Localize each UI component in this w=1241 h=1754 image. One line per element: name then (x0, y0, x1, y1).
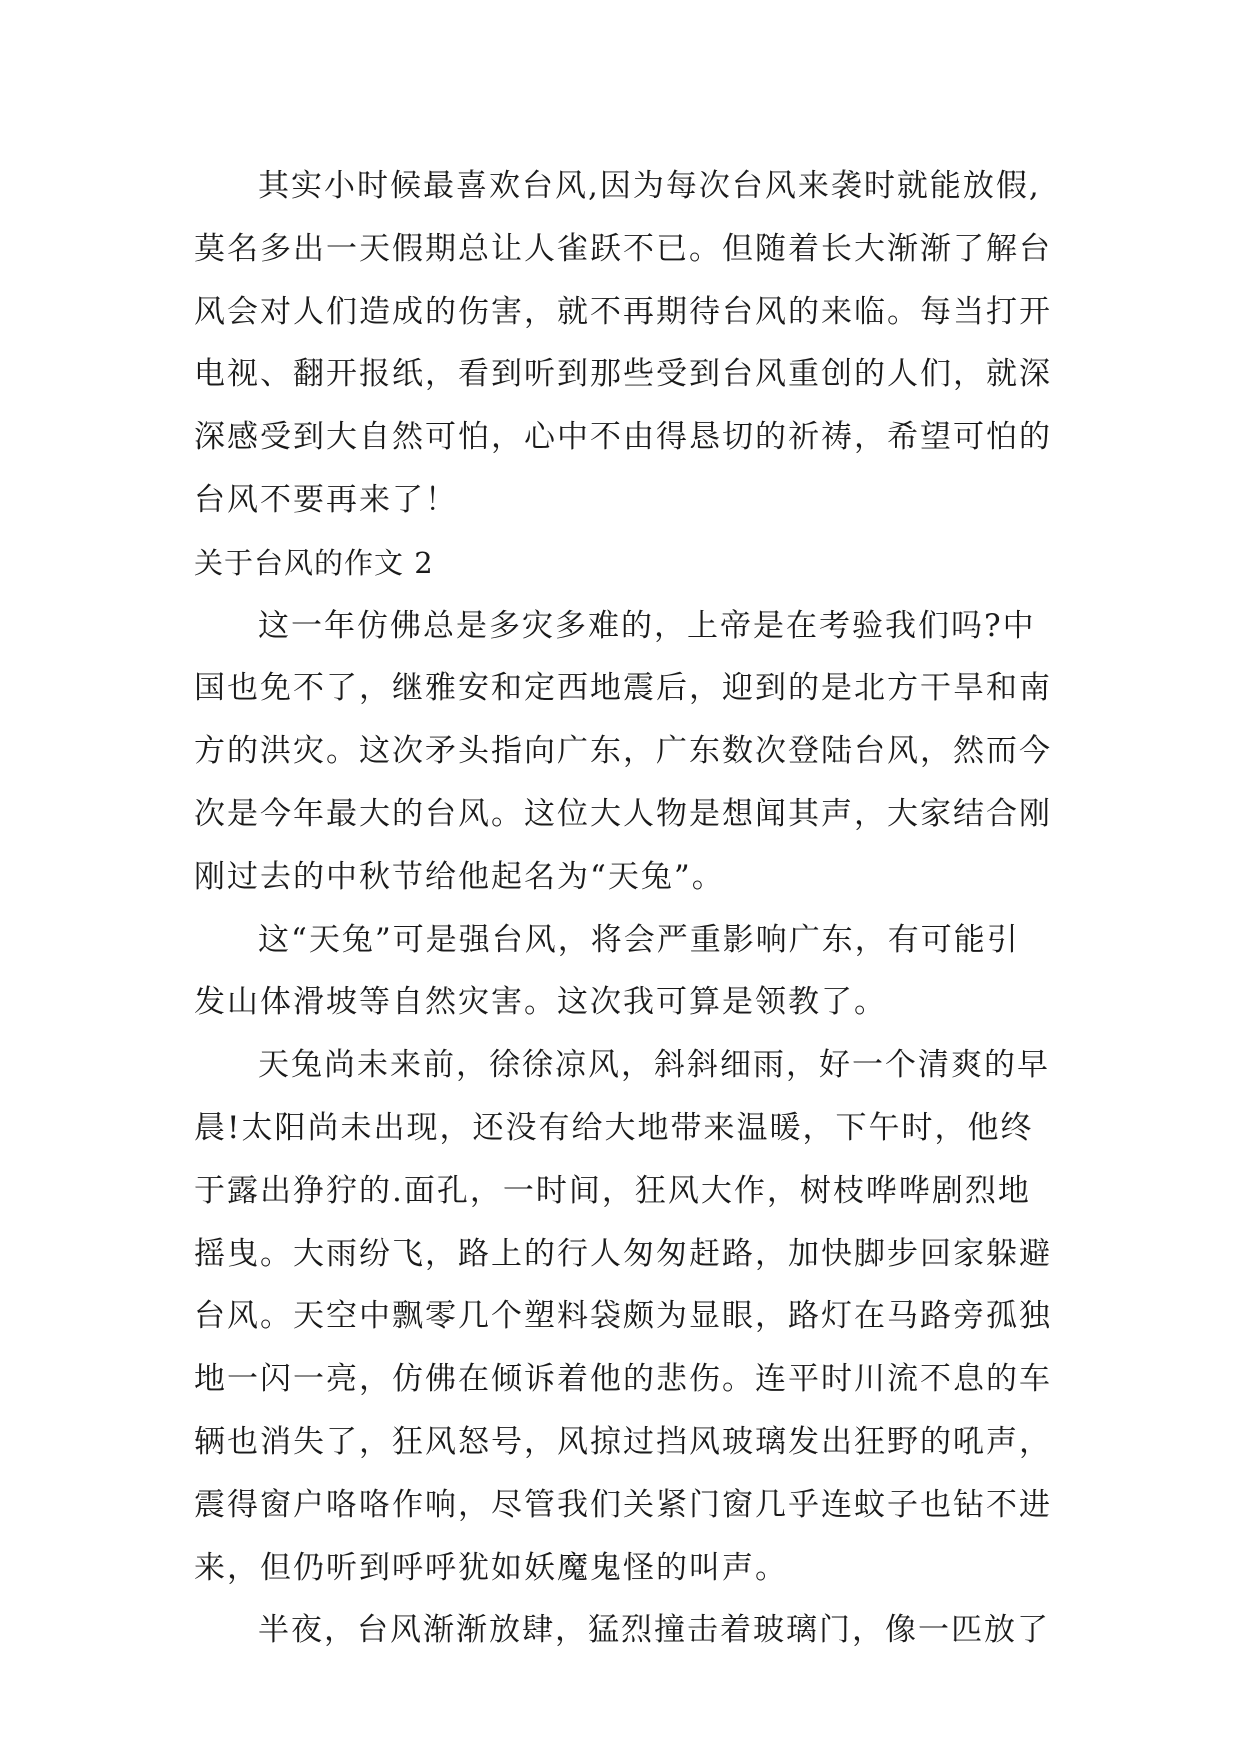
section-heading: 关于台风的作文 2 (194, 545, 434, 580)
text-line: 这“天兔”可是强台风，将会严重影响广东，有可能引 (258, 921, 1020, 958)
text-line: 次是今年最大的台风。这位大人物是想闻其声，大家结合刚 (194, 795, 1052, 832)
text-line: 摇曳。大雨纷飞，路上的行人匆匆赶路，加快脚步回家躲避 (194, 1235, 1052, 1272)
paragraph-2 (194, 595, 1094, 909)
document-body (194, 155, 1094, 1662)
text-line: 震得窗户咯咯作响，尽管我们关紧门窗几乎连蚊子也钻不进 (194, 1486, 1052, 1523)
paragraph-3 (194, 909, 1094, 1035)
paragraph-5 (194, 1599, 1094, 1662)
text-line: 方的洪灾。这次矛头指向广东，广东数次登陆台风，然而今 (194, 733, 1052, 770)
text-line: 半夜，台风渐渐放肆，猛烈撞击着玻璃门，像一匹放了 (258, 1612, 1050, 1649)
text-line: 天兔尚未来前，徐徐凉风，斜斜细雨，好一个清爽的早 (258, 1047, 1050, 1084)
text-line: 刚过去的中秋节给他起名为“天兔”。 (194, 858, 725, 895)
text-line: 台风不要再来了！ (194, 481, 458, 518)
text-line: 其实小时候最喜欢台风,因为每次台风来袭时就能放假, (258, 168, 1041, 204)
text-line: 台风。天空中飘零几个塑料袋颇为显眼，路灯在马路旁孤独 (194, 1298, 1052, 1335)
text-line: 地一闪一亮，仿佛在倾诉着他的悲伤。连平时川流不息的车 (194, 1361, 1052, 1398)
text-line: 国也免不了，继雅安和定西地震后，迎到的是北方干旱和南 (194, 670, 1052, 707)
text-line: 风会对人们造成的伤害，就不再期待台风的来临。每当打开 (194, 293, 1052, 330)
text-line: 莫名多出一天假期总让人雀跃不已。但随着长大渐渐了解台 (194, 230, 1052, 267)
text-line: 于露出狰狞的.面孔，一时间，狂风大作，树枝哗哗剧烈地 (194, 1172, 1031, 1209)
paragraph-1 (194, 155, 1094, 532)
paragraph-4 (194, 1034, 1094, 1599)
text-line: 电视、翻开报纸，看到听到那些受到台风重创的人们，就深 (194, 356, 1052, 393)
text-line: 深感受到大自然可怕，心中不由得恳切的祈祷，希望可怕的 (194, 419, 1052, 456)
text-line: 来，但仍听到呼呼犹如妖魔鬼怪的叫声。 (194, 1549, 788, 1586)
text-line: 发山体滑坡等自然灾害。这次我可算是领教了。 (194, 984, 887, 1021)
text-line: 这一年仿佛总是多灾多难的，上帝是在考验我们吗?中 (258, 607, 1036, 644)
text-line: 晨!太阳尚未出现，还没有给大地带来温暖，下午时，他终 (194, 1109, 1034, 1146)
text-line: 辆也消失了，狂风怒号，风掠过挡风玻璃发出狂野的吼声， (194, 1423, 1052, 1460)
